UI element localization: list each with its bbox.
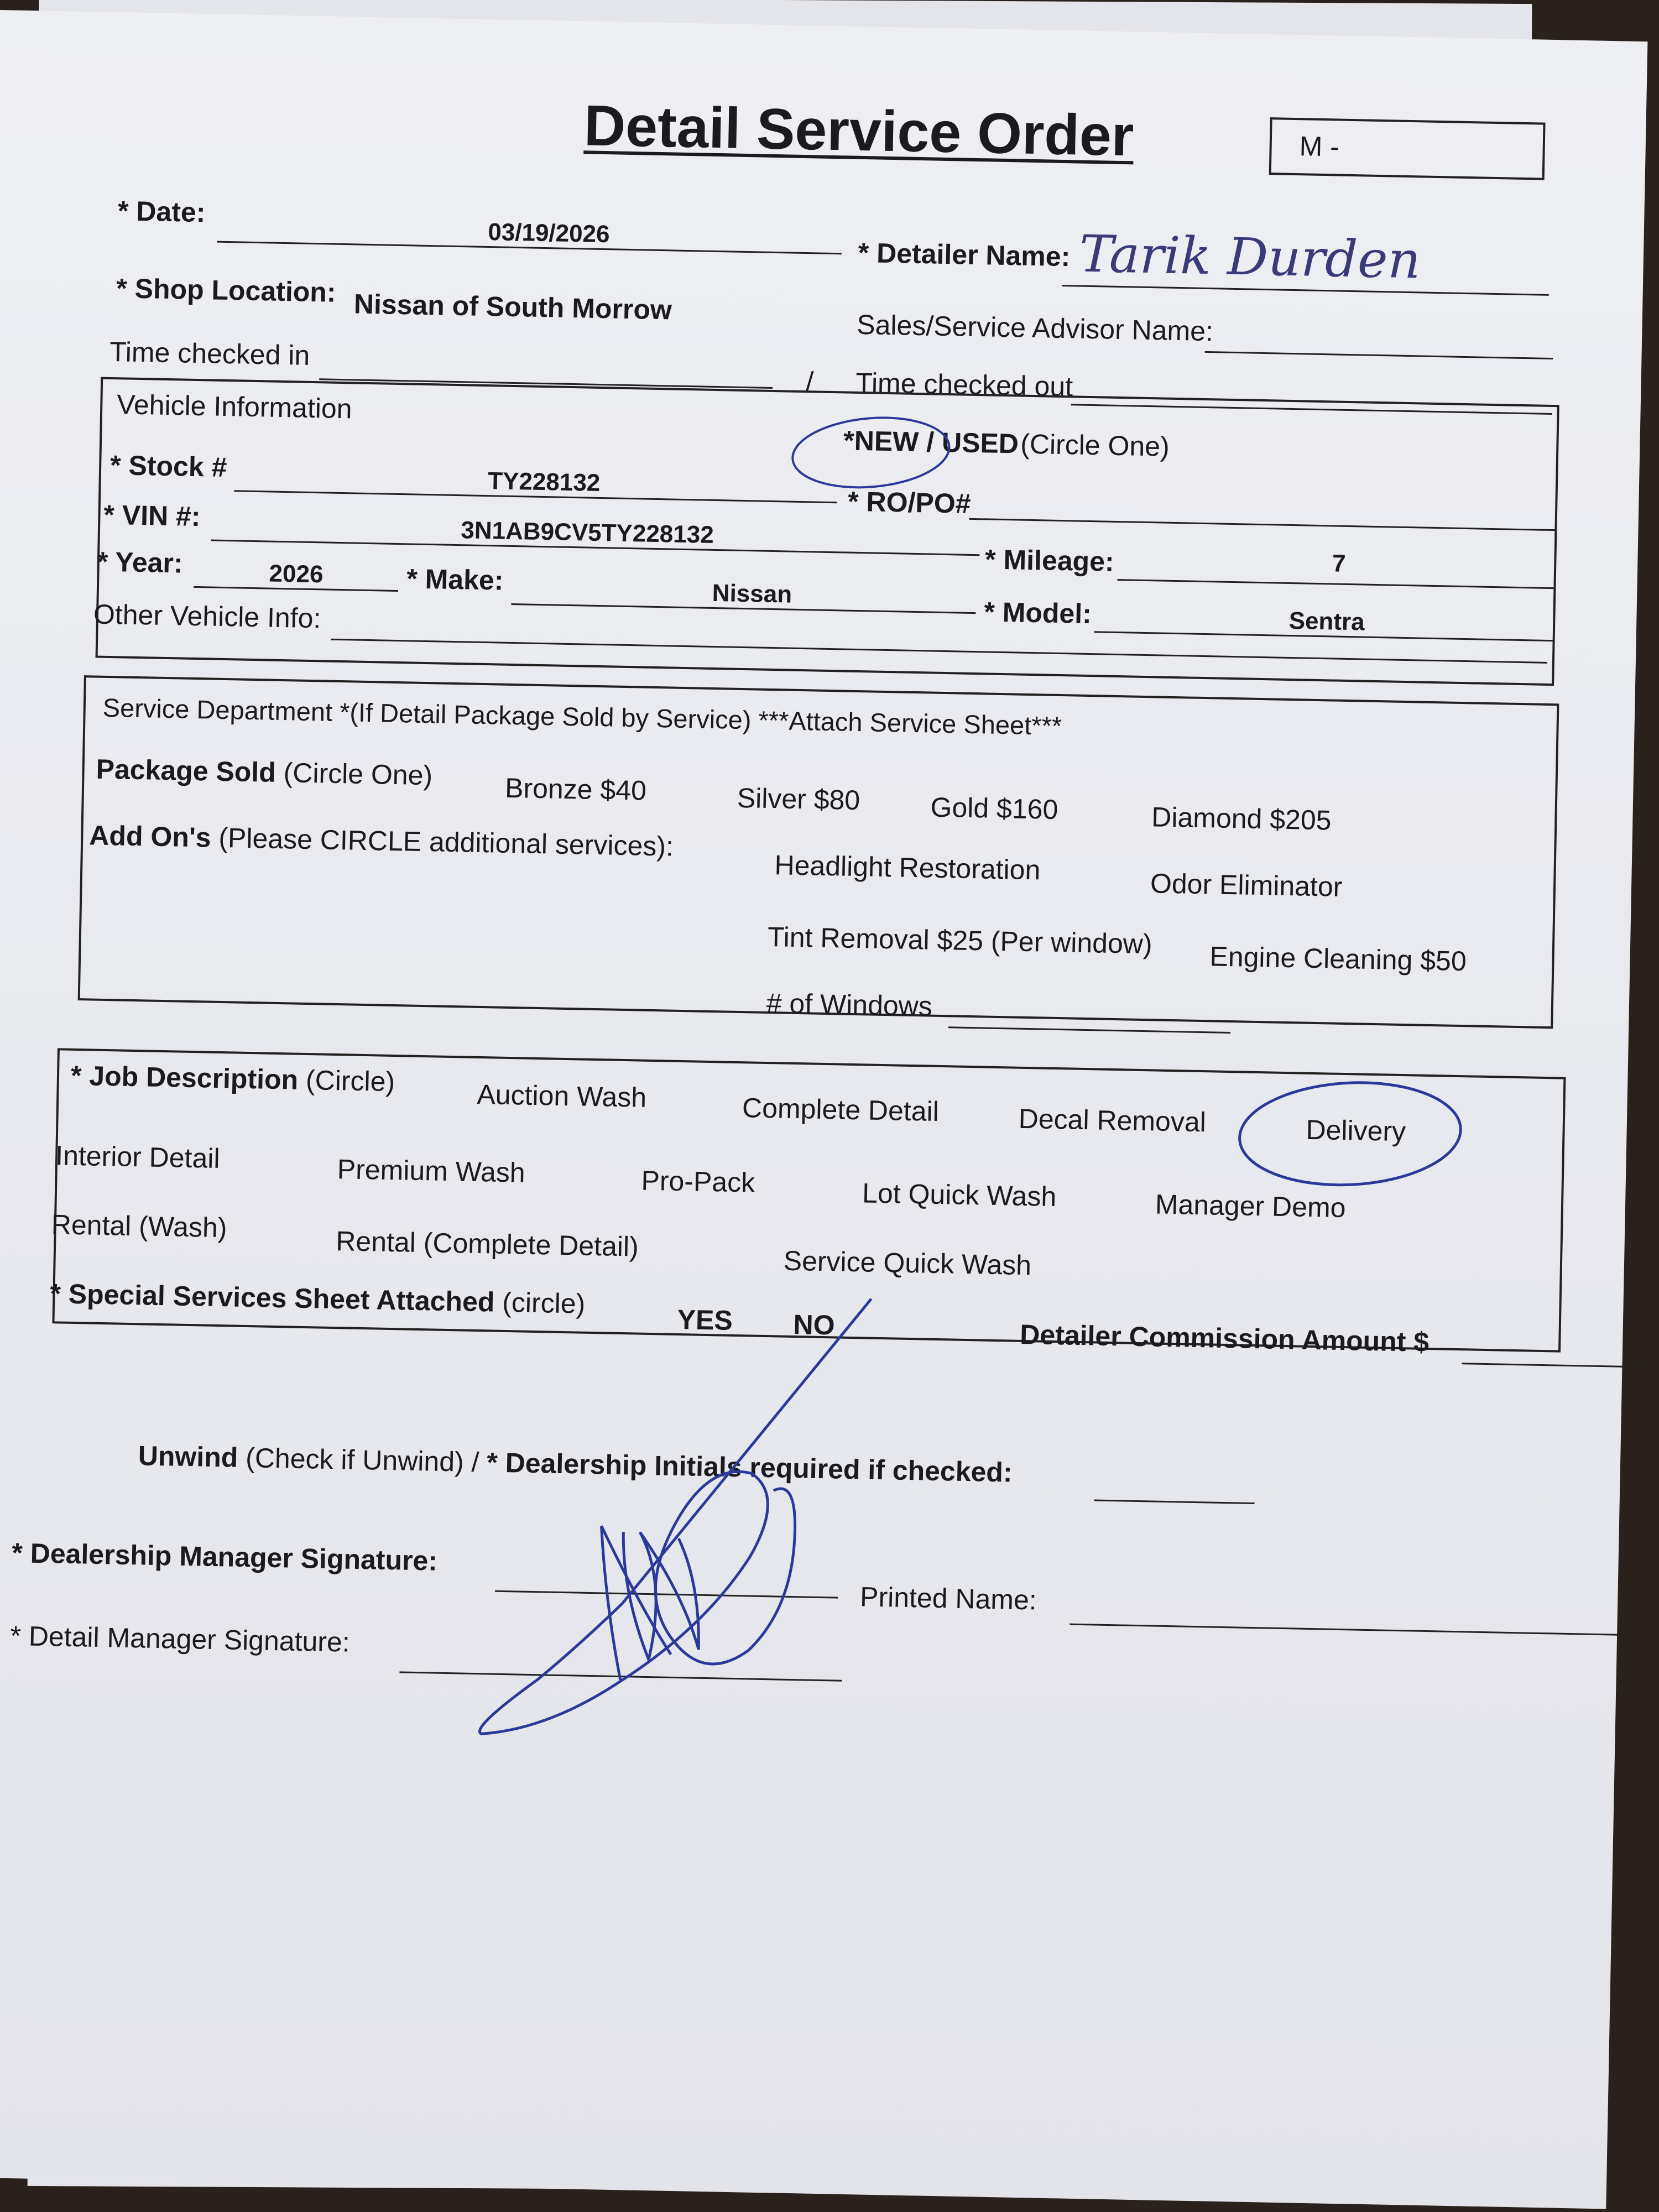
- new-circle-mark: [787, 407, 954, 499]
- job-pro-pack[interactable]: Pro-Pack: [641, 1165, 755, 1198]
- job-rental-wash[interactable]: Rental (Wash): [51, 1209, 228, 1244]
- new-used-note: (Circle One): [1020, 428, 1170, 462]
- make-value[interactable]: Nissan: [712, 579, 792, 608]
- vehicle-section-label: Vehicle Information: [116, 389, 353, 425]
- shop-location-value[interactable]: Nissan of South Morrow: [353, 288, 672, 326]
- signature-scribble: [437, 1291, 888, 1752]
- shop-location-label: * Shop Location:: [116, 273, 337, 308]
- model-label: * Model:: [983, 596, 1092, 630]
- time-out-label: Time checked out: [855, 367, 1073, 403]
- special-services-note: (circle): [502, 1286, 586, 1319]
- job-delivery[interactable]: Delivery: [1306, 1114, 1406, 1147]
- mileage-value[interactable]: 7: [1332, 550, 1346, 577]
- addons-label: Add On's: [88, 820, 212, 853]
- job-lot-quick-wash[interactable]: Lot Quick Wash: [862, 1177, 1057, 1213]
- package-sold-label: Package Sold: [96, 753, 276, 788]
- addon-odor-eliminator[interactable]: Odor Eliminator: [1150, 868, 1343, 902]
- initials-label: * Dealership Initials required if checked:: [486, 1447, 1013, 1488]
- advisor-line[interactable]: [1205, 351, 1553, 359]
- order-number-prefix: M -: [1299, 131, 1340, 163]
- windows-count-label: # of Windows: [766, 987, 933, 1022]
- commission-line[interactable]: [1462, 1363, 1633, 1368]
- unwind-note: (Check if Unwind) /: [245, 1442, 480, 1478]
- detail-manager-signature-label: * Detail Manager Signature:: [10, 1620, 351, 1658]
- order-number-box[interactable]: [1269, 117, 1546, 180]
- commission-label: Detailer Commission Amount $: [1019, 1318, 1430, 1358]
- special-services-yes[interactable]: YES: [677, 1303, 733, 1336]
- detailer-label: * Detailer Name:: [858, 237, 1071, 273]
- delivery-circle-mark: [1233, 1073, 1467, 1194]
- service-header: Service Department *(If Detail Package Sold by Service) ***Attach Service Sheet***: [102, 692, 1062, 741]
- addons-note: (Please CIRCLE additional services):: [218, 822, 674, 862]
- unwind-label[interactable]: Unwind: [138, 1440, 238, 1473]
- job-rental-complete-detail[interactable]: Rental (Complete Detail): [335, 1225, 639, 1262]
- package-gold[interactable]: Gold $160: [930, 791, 1058, 825]
- new-used-label[interactable]: *NEW / USED: [843, 425, 1019, 460]
- mileage-label: * Mileage:: [984, 544, 1115, 577]
- stock-value[interactable]: TY228132: [487, 467, 601, 497]
- detailer-handwritten-name: Tarik Durden: [1078, 224, 1421, 290]
- date-value[interactable]: 03/19/2026: [487, 218, 610, 248]
- job-complete-detail[interactable]: Complete Detail: [742, 1092, 940, 1127]
- addon-engine-cleaning[interactable]: Engine Cleaning $50: [1209, 941, 1467, 977]
- other-vehicle-info-label: Other Vehicle Info:: [93, 598, 321, 634]
- job-description-label: * Job Description: [70, 1060, 299, 1095]
- job-interior-detail[interactable]: Interior Detail: [55, 1140, 221, 1175]
- vin-value[interactable]: 3N1AB9CV5TY228132: [460, 517, 714, 549]
- special-services-label: * Special Services Sheet Attached: [49, 1278, 495, 1318]
- time-separator: /: [805, 366, 814, 398]
- package-bronze[interactable]: Bronze $40: [504, 772, 647, 806]
- time-in-label: Time checked in: [109, 336, 310, 371]
- stock-label: * Stock #: [109, 449, 227, 483]
- date-label: * Date:: [117, 195, 206, 228]
- job-auction-wash[interactable]: Auction Wash: [476, 1078, 647, 1113]
- form-sheet: [0, 10, 1647, 2209]
- vin-label: * VIN #:: [103, 499, 201, 533]
- addon-headlight-restoration[interactable]: Headlight Restoration: [774, 849, 1041, 886]
- addon-tint-removal[interactable]: Tint Removal $25 (Per window): [767, 921, 1153, 960]
- ro-po-label: * RO/PO#: [847, 486, 972, 519]
- year-value[interactable]: 2026: [269, 560, 324, 588]
- initials-line[interactable]: [1094, 1499, 1255, 1504]
- printed-name-line[interactable]: [1070, 1624, 1623, 1636]
- make-label: * Make:: [406, 563, 504, 596]
- year-label: * Year:: [97, 546, 184, 579]
- job-premium-wash[interactable]: Premium Wash: [337, 1154, 526, 1188]
- job-description-note: (Circle): [305, 1064, 395, 1098]
- job-decal-removal[interactable]: Decal Removal: [1018, 1103, 1207, 1138]
- windows-count-line[interactable]: [948, 1026, 1230, 1034]
- special-services-no[interactable]: NO: [793, 1308, 836, 1341]
- job-service-quick-wash[interactable]: Service Quick Wash: [783, 1245, 1032, 1281]
- package-sold-note: (Circle One): [283, 757, 433, 791]
- package-silver[interactable]: Silver $80: [737, 782, 860, 816]
- package-diamond[interactable]: Diamond $205: [1151, 801, 1332, 836]
- dealer-manager-signature-label: * Dealership Manager Signature:: [11, 1537, 438, 1577]
- form-title: Detail Service Order: [583, 93, 1135, 169]
- job-manager-demo[interactable]: Manager Demo: [1155, 1188, 1347, 1224]
- model-value[interactable]: Sentra: [1288, 607, 1365, 636]
- advisor-label: Sales/Service Advisor Name:: [856, 309, 1214, 347]
- printed-name-label: Printed Name:: [859, 1581, 1037, 1616]
